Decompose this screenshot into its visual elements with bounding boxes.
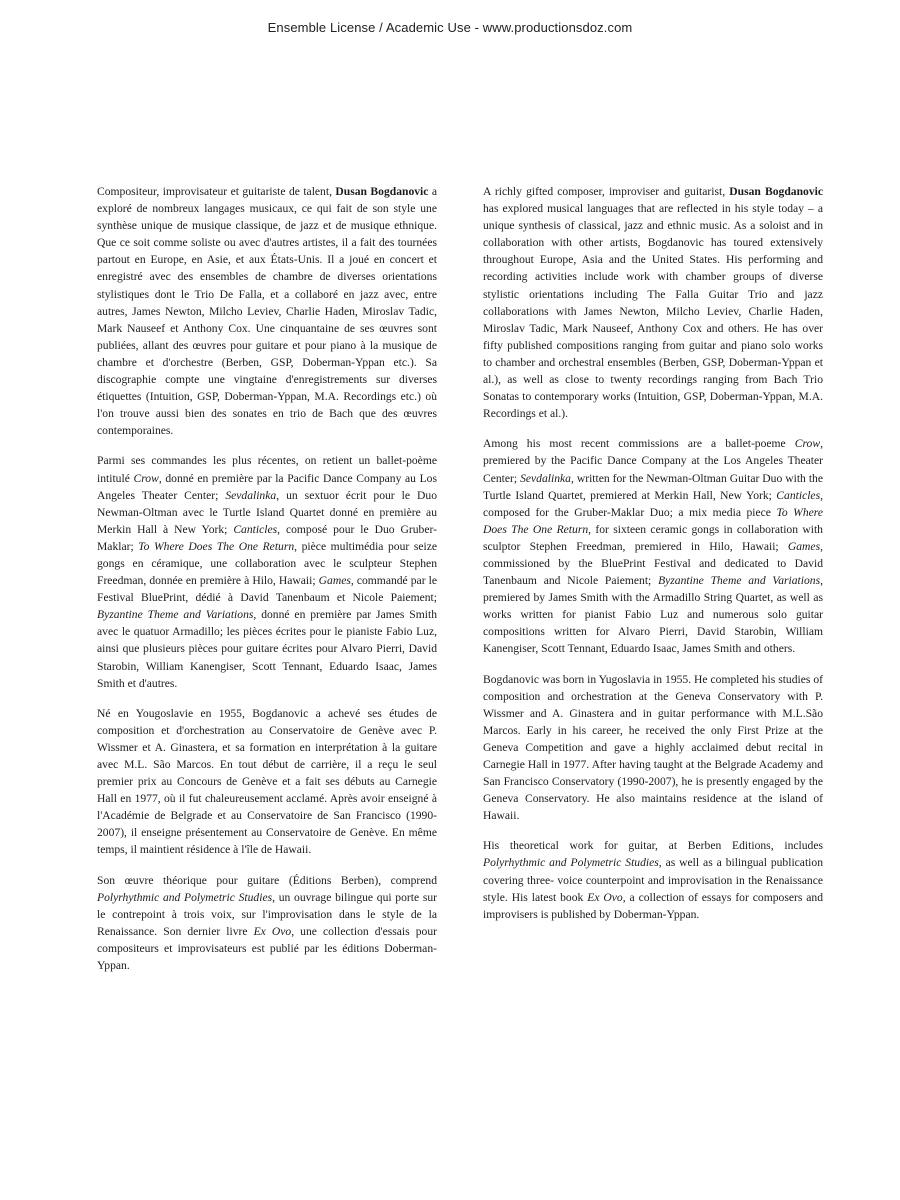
- book-title: Polyrhythmic and Polymetric Studies: [97, 890, 273, 904]
- english-paragraph-intro: A richly gifted composer, improviser and guitarist, Dusan Bogdanovic has explored musical languages that are reflected in his style today – a unique synthesis of classical, jazz and ethnic music. As a soloist and in collaboration with other artists, Bogdanovic has toured extensively throughout Europe, Asia and the United States. His performing and recording activities include work with chamber groups of diverse stylistic orientations including The Falla Guitar Trio and jazz collaborations with James Newton, Milcho Leviev, Charlie Haden, Miroslav Tadic, Mark Nauseef, Anthony Cox and others. He has over fifty published compositions ranging from guitar and piano solo works to chamber and orchestral ensembles (Berben, GSP, Doberman-Yppan et al.), as well as close to twenty recordings ranging from Bach Trio Sonatas to contemporary works (Intuition, GSP, Doberman-Yppan, M.A. Recordings et al.).: [483, 185, 823, 421]
- english-paragraph-theory: His theoretical work for guitar, at Berben Editions, includes Polyrhythmic and Polymetric Studies, as well as a bilingual publication covering three- voice counterpoint and improvisation in the Renaissance style. His latest book Ex Ovo, a collection of essays for composers and improvisers is published by Doberman-Yppan.: [483, 839, 824, 921]
- work-title: To Where Does The One Return: [138, 539, 295, 553]
- work-title: Games: [318, 574, 351, 588]
- french-biography-column: [97, 183, 437, 987]
- work-title: Sevdalinka: [520, 471, 571, 485]
- work-title: Games: [787, 539, 821, 553]
- work-title: Crow: [133, 471, 159, 485]
- composer-name: Dusan Bogdanovic: [729, 185, 823, 198]
- work-title: Canticles: [233, 522, 278, 536]
- book-title: Polyrhythmic and Polymetric Studies: [483, 856, 659, 870]
- work-title: Sevdalinka: [225, 488, 277, 502]
- work-title: Byzantine Theme and Variations: [97, 608, 254, 622]
- english-paragraph-education: Bogdanovic was born in Yugoslavia in 1955. He completed his studies of composition and orchestration at the Geneva Conservatory with P. Wissmer and A. Ginastera and in guitar performance with M.L.São Marcos. Early in his career, he received the only First Prize at the Geneva Competition and gave a highly acclaimed debut recital in Carnegie Hall in 1977. After having taught at the Belgrade Academy and San Francisco Conservatory (1990-2007), he is presently engaged by the Geneva Conservatory. He also maintains residence at the island of Hawaii.: [483, 672, 823, 823]
- license-header: Ensemble License / Academic Use - www.productionsdoz.com: [267, 20, 633, 35]
- english-paragraph-commissions: Among his most recent commissions are a ballet-poeme Crow, premiered by the Pacific Dance Company at the Los Angeles Theater Center; Sevdalinka, written for the Newman-Oltman Guitar Duo with the Turtle Island Quartet, premiered at Merkin Hall, New York; Canticles, composed for the Gruber-Maklar Duo; a mix media piece To Where Does The One Return, for sixteen ceramic gongs in collaboration with sculptor Stephen Freedman, premiered in Hilo, Hawaii; Games, commissioned by the BluePrint Festival and dedicated to David Tanenbaum and Nicole Paiement; Byzantine Theme and Variations, premiered by James Smith with the Armadillo String Quartet, as well as works written for pianist Fabio Luz and numerous solo guitar compositions written for Alvaro Pierri, David Starobin, William Kanengiser, Scott Tennant, Eduardo Isaac, James Smith and others.: [483, 437, 824, 656]
- work-title: Crow: [794, 437, 821, 451]
- work-title: To Where Does The One Return: [483, 505, 823, 536]
- composer-name: Dusan Bogdanovic: [335, 185, 429, 198]
- english-biography-column: [483, 183, 823, 936]
- french-paragraph-education: Né en Yougoslavie en 1955, Bogdanovic a achevé ses études de composition et d'orchestration au Conservatoire de Genève avec P. Wissmer et A. Ginastera, et sa formation en interprétation à la guitare avec M.L. São Marcos. En tout début de carrière, il a reçu le seul premier prix au Concours de Genève et a fait ses débuts au Carnegie Hall en 1977, où il fut chaleureusement acclamé. Après avoir enseigné à l'Académie de Belgrade et au Conservatoire de San Francisco (1990-2007), il enseigne présentement au Conservatoire de Genève. En même temps, il maintient résidence à l'île de Hawaii.: [97, 706, 437, 857]
- french-paragraph-intro: Compositeur, improvisateur et guitariste de talent, Dusan Bogdanovic a exploré de nombreux langages musicaux, ce qui fait de son style une synthèse unique de musique classique, de jazz et de musique ethnique. Que ce soit comme soliste ou avec d'autres artistes, il a fait des tournées partout en Europe, en Asie, et aux États-Unis. Il a joué en concert et enregistré avec des ensembles de chambre de diverses orientations stylistiques dont le Trio De Falla, et a collaboré en jazz avec, entre autres, James Newton, Milcho Leviev, Charlie Haden, Miroslav Tadic, Mark Nauseef et Anthony Cox. Une cinquantaine de ses œuvres sont publiées, allant des œuvres pour guitare et pour piano à la musique de chambre et d'orchestre (Berben, GSP, Doberman-Yppan etc.). Sa discographie compte une vingtaine d'enregistrements sur diverses étiquettes (Intuition, GSP, Doberman-Yppan, M.A. Recordings etc.) où l'on trouve aussi bien des sonates en trio de Bach que des œuvres contemporaines.: [97, 185, 437, 438]
- work-title: Byzantine Theme and Variations: [658, 574, 821, 588]
- french-paragraph-theory: Son œuvre théorique pour guitare (Éditions Berben), comprend Polyrhythmic and Polymetric Studies, un ouvrage bilingue qui porte sur le contrepoint à trois voix, sur l'improvisation dans le style de la Renaissance. Son dernier livre Ex Ovo, une collection d'essais pour compositeurs et improvisateurs est publié par les éditions Doberman-Yppan.: [97, 873, 437, 973]
- work-title: Canticles: [776, 488, 821, 502]
- book-title: Ex Ovo: [587, 890, 623, 904]
- french-paragraph-commissions: Parmi ses commandes les plus récentes, on retient un ballet-poème intitulé Crow, donné en première par la Pacific Dance Company au Los Angeles Theater Center; Sevdalinka, un sextuor écrit pour le Duo Newman-Oltman avec le Turtle Island Quartet donné en première au Merkin Hall à New York; Canticles, composé pour le Duo Gruber-Maklar; To Where Does The One Return, pièce multimédia pour seize gongs en céramique, une collaboration avec le sculpteur Stephen Freedman, donnée en première à Hilo, Hawaii; Games, commandé par le Festival BluePrint, dédié à David Tanenbaum et Nicole Paiement; Byzantine Theme and Variations, donné en première par James Smith avec le quatuor Armadillo; les pièces écrites pour le pianiste Fabio Luz, ainsi que plusieurs pièces pour guitare écrites pour Alvaro Pierri, David Starobin, William Kanengiser, Scott Tennant, Eduardo Isaac, James Smith et d'autres.: [97, 454, 437, 690]
- book-title: Ex Ovo: [253, 924, 292, 938]
